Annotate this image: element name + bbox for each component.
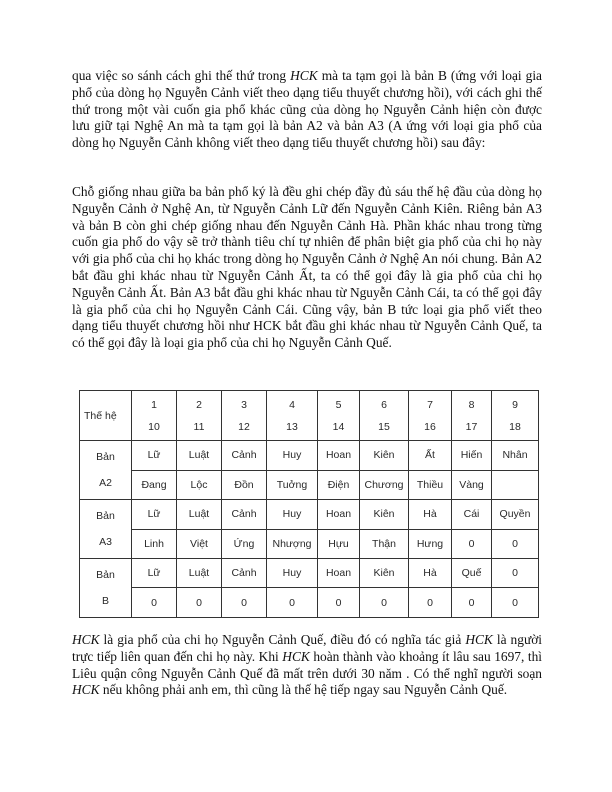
- p3-hck-em: HCK: [465, 632, 493, 647]
- name-cell: Lộc: [177, 470, 222, 499]
- paragraph-2: Chỗ giống nhau giữa ba bản phổ ký là đều ghi chép đầy đủ sáu thế hệ đầu của dòng họ Nguyễn Cảnh ở Nghệ An, từ Nguyễn Cảnh Lữ đến Nguyễn Cảnh Kiên. Riêng bản A3 và bản B còn ghi chép giống nhau đến Nguyễn Cảnh Hà. Phần khác nhau trong từng cuốn gia phổ do vậy sẽ trở thành tiêu chí tự nhiên để phân biệt gia phổ của chi họ này với gia phổ của chi họ khác trong dòng họ Nguyễn Cảnh ở Nghệ An nói chung. Bản A2 bắt đầu ghi khác nhau từ Nguyễn Cảnh Ất, ta có thể gọi đây là gia phổ của chi họ Nguyễn Cảnh Ất. Bản A3 bắt đầu ghi khác nhau từ Nguyễn Cảnh Cái, ta có thể gọi đây là gia phổ của chi họ Nguyễn Cảnh Cái. Cũng vậy, bản B tức loại gia phổ viết theo dạng tiểu thuyết chương hồi như HCK bắt đầu ghi khác nhau từ Nguyễn Cảnh Quế, ta có thể gọi đây là loại gia phổ của chi họ Nguyễn Cảnh Quế.: [72, 184, 542, 351]
- name-cell: Đồn: [222, 470, 267, 499]
- name-cell: Hiến: [452, 441, 492, 470]
- name-cell: Vàng: [452, 470, 492, 499]
- version-label-cell: [80, 441, 132, 500]
- p3-text-3: hoàn thành vào khoảng ít lâu sau 1697, thì Liêu quận công Nguyễn Cảnh Quế đã mất trên dưới 30 năm . Có thể nghĩ người soạn: [72, 648, 542, 681]
- name-cell: Linh: [132, 529, 177, 558]
- name-cell: Cảnh: [222, 441, 267, 470]
- name-cell: Hoan: [318, 559, 360, 588]
- version-label-cell: [80, 559, 132, 618]
- table-row: [80, 588, 539, 618]
- name-cell: Hoan: [318, 500, 360, 529]
- generation-number: 7: [427, 398, 433, 411]
- name-cell: Kiên: [360, 441, 409, 470]
- version-code: A3: [99, 536, 112, 549]
- generation-number: 14: [332, 420, 345, 433]
- name-cell: Việt: [177, 529, 222, 558]
- name-cell: Nhượng: [267, 529, 318, 558]
- name-cell: 0: [318, 588, 360, 618]
- name-cell: Kiên: [360, 559, 409, 588]
- generation-number: 17: [465, 420, 478, 433]
- version-label-cell: [80, 500, 132, 559]
- name-cell: Lữ: [132, 441, 177, 470]
- name-cell: Hà: [409, 559, 452, 588]
- table-row: [80, 441, 539, 470]
- name-cell: Tuởng: [267, 470, 318, 499]
- name-cell: 0: [177, 588, 222, 618]
- p3-text-4: nếu không phải anh em, thì cũng là thế hệ tiếp ngay sau Nguyễn Cảnh Quế.: [99, 682, 508, 698]
- name-cell: Cảnh: [222, 559, 267, 588]
- name-cell: Kiên: [360, 500, 409, 529]
- table-row: [80, 529, 539, 558]
- name-cell: Cảnh: [222, 500, 267, 529]
- genealogy-table: [79, 390, 539, 618]
- paragraph-1: [72, 68, 542, 152]
- name-cell: 0: [452, 529, 492, 558]
- name-cell: Chương: [360, 470, 409, 499]
- name-cell: 0: [409, 588, 452, 618]
- name-cell: Ứng: [222, 529, 267, 558]
- name-cell: 0: [492, 529, 539, 558]
- generation-number: 8: [468, 398, 475, 411]
- table-header-row: [80, 391, 539, 441]
- genealogy-table-wrap: [79, 390, 538, 618]
- name-cell: Hoan: [318, 441, 360, 470]
- name-cell: Hưng: [409, 529, 452, 558]
- name-cell: Quyền: [492, 500, 539, 529]
- table-row: [80, 500, 539, 529]
- name-cell: Hựu: [318, 529, 360, 558]
- paragraph-3: [72, 632, 542, 699]
- name-cell: 0: [267, 588, 318, 618]
- version-code: A2: [99, 477, 112, 490]
- generation-cell: [409, 391, 452, 441]
- name-cell: Nhân: [492, 441, 539, 470]
- name-cell: Quế: [452, 559, 492, 588]
- name-cell: 0: [222, 588, 267, 618]
- header-label: Thế hệ: [84, 409, 117, 422]
- name-cell: Điện: [318, 470, 360, 499]
- p1-text-end: mà ta tạm gọi là bản B (ứng với loại gia phổ của dòng họ Nguyễn Cảnh viết theo dạng tiểu thuyết chương hồi), với cách ghi thế thứ trong một vài cuốn gia phổ khác cũng của dòng họ Nguyễn Cảnh hiện còn được lưu giữ tại Nghệ An mà ta tạm gọi là bản A2 và bản A3 (A ứng với loại gia phổ của dòng họ Nguyễn Cảnh không viết theo dạng tiểu thuyết chương hồi) sau đây:: [72, 68, 543, 151]
- name-cell: Luật: [177, 441, 222, 470]
- name-cell: 0: [452, 588, 492, 618]
- generation-number: 5: [335, 398, 342, 411]
- generation-number: 2: [196, 398, 202, 411]
- name-cell: Đang: [132, 470, 177, 499]
- name-cell: Luật: [177, 559, 222, 588]
- p3-text-2: là người trực tiếp liên quan đến chi họ này. Khi: [72, 632, 542, 664]
- name-cell: 0: [360, 588, 409, 618]
- generation-number: 3: [241, 398, 247, 411]
- name-cell: Lữ: [132, 559, 177, 588]
- name-cell: Hà: [409, 500, 452, 529]
- p3-hck-em: HCK: [72, 682, 100, 698]
- name-cell: Huy: [267, 500, 318, 529]
- name-cell: 0: [132, 588, 177, 618]
- generation-number: 6: [381, 398, 387, 411]
- p1-hck-em: HCK: [290, 68, 318, 83]
- generation-cell: [492, 391, 539, 441]
- generation-number: 11: [193, 420, 205, 433]
- version-code: B: [101, 595, 109, 607]
- generation-cell: [132, 391, 177, 441]
- generation-number: 10: [148, 420, 160, 433]
- generation-number: 1: [151, 398, 157, 411]
- header-label-cell: [80, 391, 132, 441]
- name-cell: Huy: [267, 559, 318, 588]
- generation-number: 13: [286, 420, 298, 433]
- generation-cell: [360, 391, 409, 441]
- generation-number: 16: [424, 420, 436, 433]
- generation-cell: [177, 391, 222, 441]
- generation-cell: [318, 391, 360, 441]
- name-cell: Luật: [177, 500, 222, 529]
- p3-hck-em: HCK: [282, 648, 310, 664]
- name-cell: Cái: [452, 500, 492, 529]
- table-row: [80, 470, 539, 499]
- table-row: [80, 559, 539, 588]
- name-cell: Thận: [360, 529, 409, 558]
- p3-hck-em: HCK: [72, 632, 100, 647]
- version-label: Bản: [96, 569, 115, 581]
- generation-number: 4: [289, 398, 295, 411]
- name-cell: [492, 470, 539, 499]
- name-cell: Huy: [267, 441, 318, 470]
- generation-cell: [222, 391, 267, 441]
- p3-text-1: là gia phổ của chi họ Nguyễn Cảnh Quế, điều đó có nghĩa tác giả: [99, 632, 466, 647]
- generation-cell: [267, 391, 318, 441]
- generation-number: 18: [509, 420, 521, 433]
- name-cell: Lữ: [132, 500, 177, 529]
- name-cell: Ất: [409, 441, 452, 470]
- generation-number: 9: [512, 398, 518, 411]
- generation-number: 15: [378, 420, 390, 433]
- generation-cell: [452, 391, 492, 441]
- name-cell: Thiều: [409, 470, 452, 499]
- version-label: Bản: [96, 451, 115, 464]
- generation-number: 12: [238, 420, 250, 433]
- name-cell: 0: [492, 588, 539, 618]
- name-cell: 0: [492, 559, 539, 588]
- p1-text-start: qua việc so sánh cách ghi thế thứ trong: [72, 68, 291, 83]
- version-label: Bản: [96, 510, 115, 523]
